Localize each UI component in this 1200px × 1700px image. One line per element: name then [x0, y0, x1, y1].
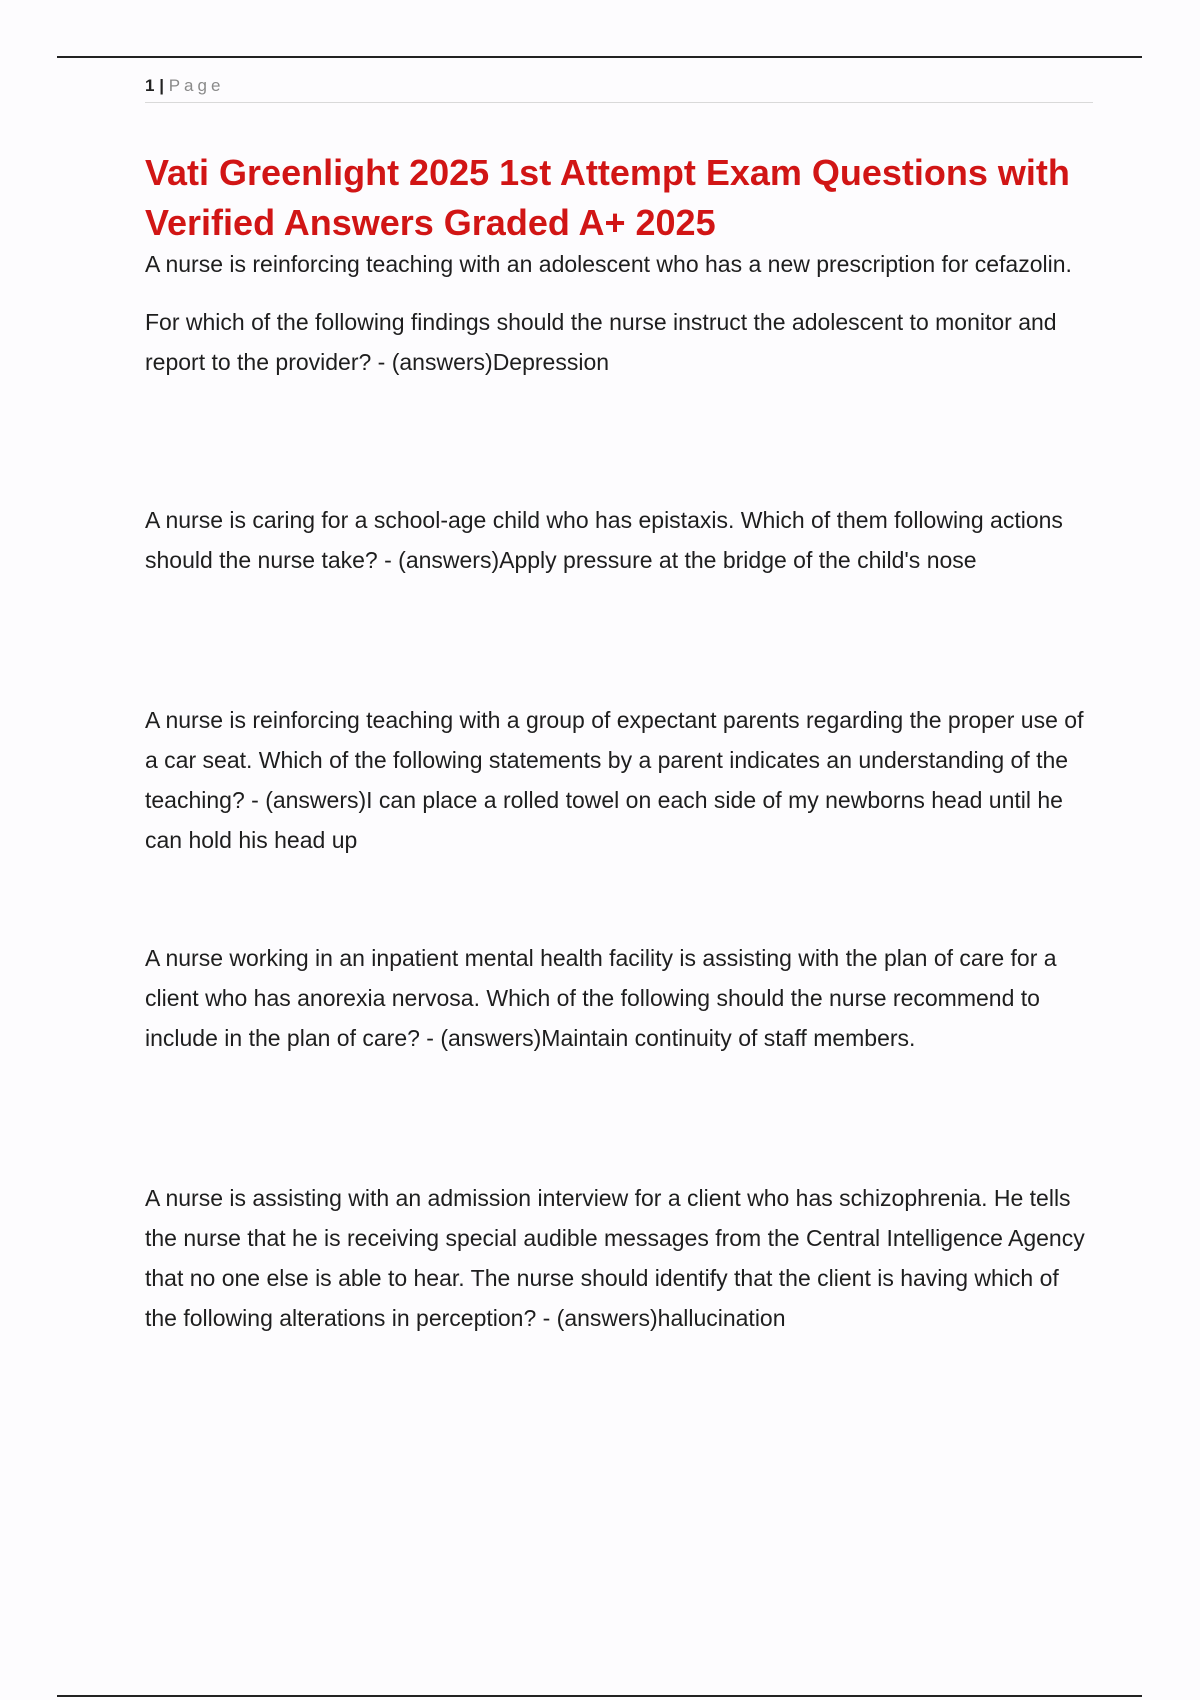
document-title: Vati Greenlight 2025 1st Attempt Exam Questions with Verified Answers Graded A+ 2025	[145, 152, 1070, 243]
top-rule	[57, 56, 1142, 58]
question-text: A nurse is reinforcing teaching with an adolescent who has a new prescription for cefazolin.	[145, 251, 1072, 277]
page-label: Page	[168, 76, 225, 95]
question-block	[145, 1178, 1095, 1338]
question-block	[145, 244, 1095, 382]
question-block	[145, 500, 1095, 580]
question-text: A nurse is caring for a school-age child who has epistaxis. Which of them following actions should the nurse take? - (answers)Apply pressure at the bridge of the child's nose	[145, 507, 1063, 573]
question-block	[145, 700, 1095, 860]
page-number: 1	[145, 76, 155, 95]
question-text: A nurse is reinforcing teaching with a group of expectant parents regarding the proper use of a car seat. Which of the following statements by a parent indicates an understanding of the teaching? - (answers)I can place a rolled towel on each side of my newborns head until he can hold his head up	[145, 707, 1084, 853]
page-separator: |	[159, 76, 164, 95]
question-text: A nurse is assisting with an admission interview for a client who has schizophrenia. He tells the nurse that he is receiving special audible messages from the Central Intelligence Agency that no one else is able to hear. The nurse should identify that the client is having which of the following alterations in perception? - (answers)hallucination	[145, 1185, 1085, 1331]
page-header	[145, 74, 1093, 103]
bottom-rule	[57, 1695, 1142, 1697]
question-text: A nurse working in an inpatient mental health facility is assisting with the plan of care for a client who has anorexia nervosa. Which of the following should the nurse recommend to include in the plan of care? - (answers)Maintain continuity of staff members.	[145, 945, 1057, 1051]
question-block	[145, 938, 1095, 1058]
question-text: For which of the following findings should the nurse instruct the adolescent to monitor and report to the provider? - (answers)Depression	[145, 309, 1057, 375]
